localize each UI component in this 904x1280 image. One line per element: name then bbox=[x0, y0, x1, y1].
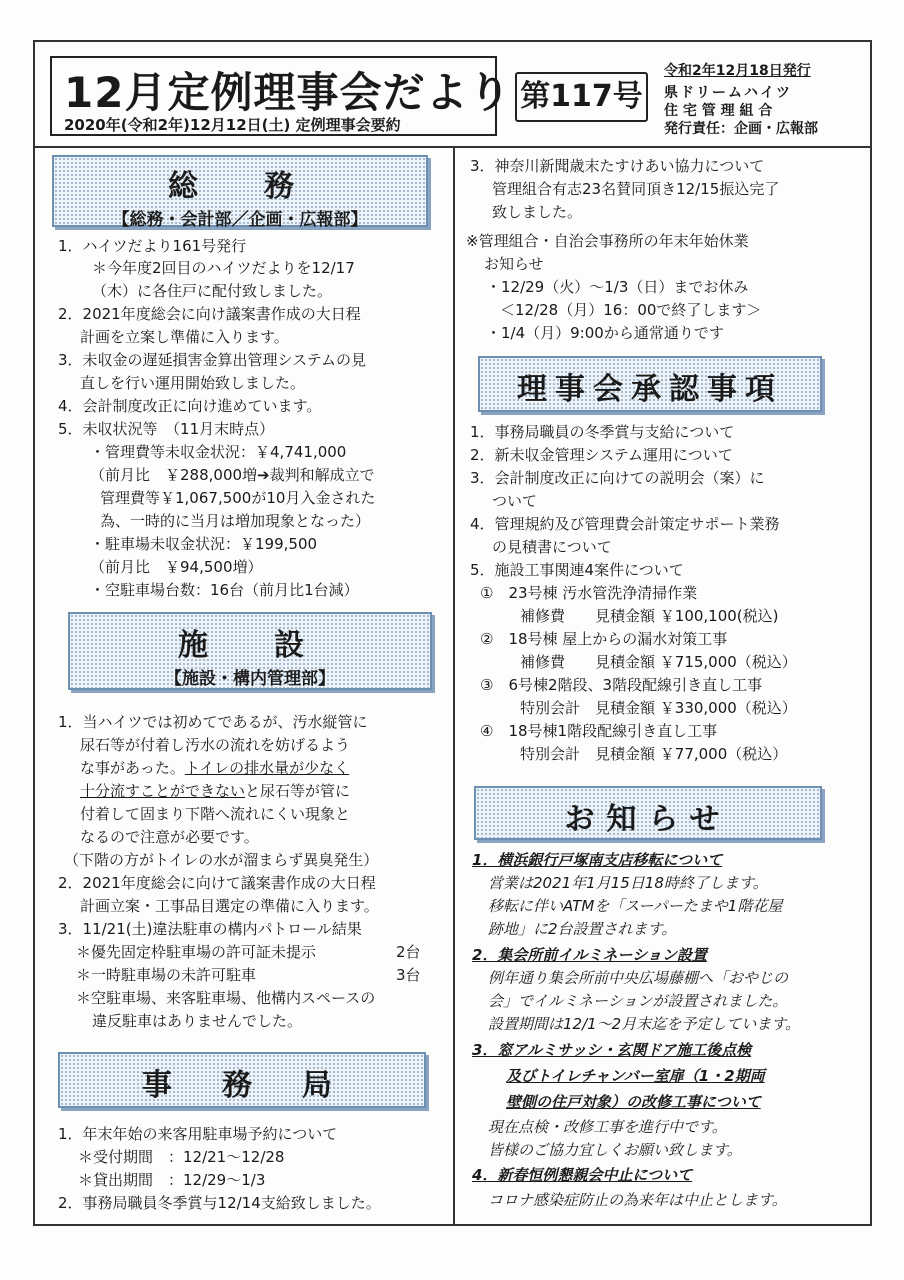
text-line: 3台 bbox=[396, 966, 421, 984]
text-line: 違反駐車はありませんでした。 bbox=[92, 1012, 303, 1030]
text-line: （下階の方がトイレの水が溜まらず異臭発生） bbox=[64, 851, 379, 869]
text-line: ② 18号棟 屋上からの漏水対策工事 bbox=[480, 630, 728, 648]
publisher: 発行責任：企画・広報部 bbox=[664, 121, 818, 137]
text-line: ・12/29（火）～1/3（日）までお休み bbox=[486, 278, 749, 296]
text-line: 5．施設工事関連4案件について bbox=[470, 561, 684, 579]
org-name-2: 住 宅 管 理 組 合 bbox=[664, 103, 773, 119]
org-name: 県ドリームハイツ bbox=[664, 85, 792, 101]
text-segment-underlined: 十分流すことができない bbox=[80, 782, 246, 800]
text-line: コロナ感染症防止の為来年は中止とします。 bbox=[488, 1191, 787, 1209]
section-jimukyoku-heading bbox=[58, 1052, 426, 1108]
text-line: ＊空駐車場、来客駐車場、他構内スペースの bbox=[76, 989, 376, 1007]
text-line: 3．神奈川新聞歳末たすけあい協力について bbox=[470, 157, 765, 175]
text-line: （木）に各住戸に配付致しました。 bbox=[92, 282, 333, 300]
section-shounin-heading bbox=[478, 356, 822, 412]
text-line: 3．会計制度改正に向けての説明会（案）に bbox=[470, 469, 765, 487]
text-line: 3．未収金の遅延損害金算出管理システムの見 bbox=[58, 351, 367, 369]
text-line: （前月比 ￥288,000増➔裁判和解成立で bbox=[90, 466, 375, 484]
section-shisetsu-heading bbox=[68, 612, 432, 690]
section-oshirase-heading bbox=[474, 786, 822, 840]
notice-heading: 壁側の住戸対象）の改修工事について bbox=[506, 1093, 761, 1111]
text-line: ＊一時駐車場の未許可駐車 bbox=[76, 966, 257, 984]
notice-heading: 3．窓アルミサッシ・玄関ドア施工後点検 bbox=[472, 1041, 752, 1059]
text-line: 致しました。 bbox=[492, 203, 583, 221]
text-line: ＊優先固定枠駐車場の許可証未提示 bbox=[76, 943, 317, 961]
text-line: 2．新未収金管理システム運用について bbox=[470, 446, 733, 464]
text-line: 特別会計 見積金額 ￥330,000（税込） bbox=[520, 699, 797, 717]
shisetsu-title: 施 設 bbox=[178, 628, 322, 663]
notice-heading: 1．横浜銀行戸塚南支店移転について bbox=[472, 851, 723, 869]
text-line: ついて bbox=[492, 492, 538, 510]
text-line: 補修費 見積金額 ￥715,000（税込） bbox=[520, 653, 797, 671]
notice-heading: 2．集会所前イルミネーション設置 bbox=[472, 946, 707, 964]
jimukyoku-title: 事 務 局 bbox=[142, 1068, 342, 1103]
text-line: ・駐車場未収金状況：￥199,500 bbox=[90, 535, 318, 553]
text-line: 計画を立案し準備に入ります。 bbox=[80, 328, 289, 346]
page-title: 12月定例理事会だより bbox=[64, 68, 512, 117]
text-line: なるので注意が必要です。 bbox=[80, 828, 259, 846]
text-line: 1．当ハイツでは初めてであるが、汚水縦管に bbox=[58, 713, 368, 731]
column-divider bbox=[453, 146, 455, 1226]
section-soumu-heading bbox=[52, 155, 428, 230]
text-line: ① 23号棟 汚水管洗浄清掃作業 bbox=[480, 584, 698, 602]
text-line: 1．ハイツだより161号発行 bbox=[58, 237, 247, 255]
notice-heading: 及びトイレチャンバー室扉（1・2期両 bbox=[506, 1067, 765, 1085]
text-line: 現在点検・改修工事を進行中です。 bbox=[488, 1118, 727, 1136]
text-segment: な事があった。 bbox=[80, 759, 185, 777]
text-line: 4．管理規約及び管理費会計策定サポート業務 bbox=[470, 515, 780, 533]
text-line: ・1/4（月）9:00から通常通りです bbox=[486, 324, 724, 342]
text-line: 管理費等￥1,067,500が10月入金された bbox=[100, 489, 376, 507]
text-line: ＜12/28（月）16：00で終了します＞ bbox=[500, 301, 762, 319]
text-line: ＊今年度2回目のハイツだよりを12/17 bbox=[92, 259, 355, 277]
text-line bbox=[80, 781, 350, 801]
shounin-title: 理事会承認事項 bbox=[517, 372, 783, 407]
text-line: 2．2021年度総会に向けて議案書作成の大日程 bbox=[58, 874, 376, 892]
text-line: 尿石等が付着し汚水の流れを妨げるよう bbox=[80, 736, 351, 754]
text-line: 1．年末年始の来客用駐車場予約について bbox=[58, 1125, 338, 1143]
soumu-title: 総 務 bbox=[168, 169, 312, 204]
text-line: 5．未収状況等 （11月末時点） bbox=[58, 420, 275, 438]
text-line: ・管理費等未収金状況：￥4,741,000 bbox=[90, 443, 347, 461]
text-line: 為、一時的に当月は増加現象となった） bbox=[100, 512, 371, 530]
text-line: 計画立案・工事品目選定の準備に入ります。 bbox=[80, 897, 379, 915]
text-line: 2台 bbox=[396, 943, 421, 961]
text-line: ＊貸出期間 ：12/29～1/3 bbox=[78, 1171, 266, 1189]
text-line: 4．会計制度改正に向け進めています。 bbox=[58, 397, 322, 415]
text-line: （前月比 ￥94,500増） bbox=[90, 558, 263, 576]
text-line: 会」でイルミネーションが設置されました。 bbox=[488, 992, 788, 1010]
text-line: 特別会計 見積金額 ￥77,000（税込） bbox=[520, 745, 788, 763]
text-line bbox=[80, 758, 349, 778]
text-line: 直しを行い運用開始致しました。 bbox=[80, 374, 306, 392]
oshirase-title: お知らせ bbox=[564, 802, 732, 837]
text-line: 例年通り集会所前中央広場藤棚へ「おやじの bbox=[488, 969, 789, 987]
text-line: 1．事務局職員の冬季賞与支給について bbox=[470, 423, 735, 441]
text-line: ③ 6号棟2階段、3階段配線引き直し工事 bbox=[480, 676, 763, 694]
text-line: 3．11/21(土)違法駐車の構内パトロール結果 bbox=[58, 920, 362, 938]
text-line: 跡地」に2台設置されます。 bbox=[488, 920, 677, 938]
issue-date: 令和2年12月18日発行 bbox=[664, 63, 811, 79]
text-line: ＊受付期間 ：12/21～12/28 bbox=[78, 1148, 285, 1166]
text-line: 2．事務局職員冬季賞与12/14支給致しました。 bbox=[58, 1194, 381, 1212]
text-line: ・空駐車場台数：16台（前月比1台減） bbox=[90, 581, 359, 599]
notice-heading: 4．新春恒例懇親会中止について bbox=[472, 1166, 693, 1184]
text-line: 管理組合有志23名賛同頂き12/15振込完了 bbox=[492, 180, 780, 198]
text-line: 設置期間は12/1～2月末迄を予定しています。 bbox=[488, 1015, 801, 1033]
issue-number: 第117号 bbox=[515, 72, 648, 122]
text-line: 皆様のご協力宜しくお願い致します。 bbox=[488, 1141, 742, 1159]
text-line: 営業は2021年1月15日18時終了します。 bbox=[488, 874, 768, 892]
soumu-subtitle: 【総務・会計部／企画・広報部】 bbox=[112, 210, 368, 230]
shisetsu-subtitle: 【施設・構内管理部】 bbox=[165, 669, 335, 689]
text-segment-underlined: トイレの排水量が少なく bbox=[184, 759, 350, 777]
text-line: 補修費 見積金額 ￥100,100(税込) bbox=[520, 607, 779, 625]
text-line: 移転に伴いATMを「スーパーたまや1階花屋 bbox=[488, 897, 783, 915]
text-line: ④ 18号棟1階段配線引き直し工事 bbox=[480, 722, 718, 740]
text-line: 2．2021年度総会に向け議案書作成の大日程 bbox=[58, 305, 361, 323]
text-line: の見積書について bbox=[492, 538, 612, 556]
page-subtitle: 2020年(令和2年)12月12日(土) 定例理事会要約 bbox=[64, 116, 401, 134]
text-line: ※管理組合・自治会事務所の年末年始休業 bbox=[466, 232, 749, 250]
text-segment: と尿石等が管に bbox=[245, 782, 351, 800]
text-line: 付着して固まり下階へ流れにくい現象と bbox=[80, 805, 351, 823]
text-line: お知らせ bbox=[484, 255, 544, 273]
